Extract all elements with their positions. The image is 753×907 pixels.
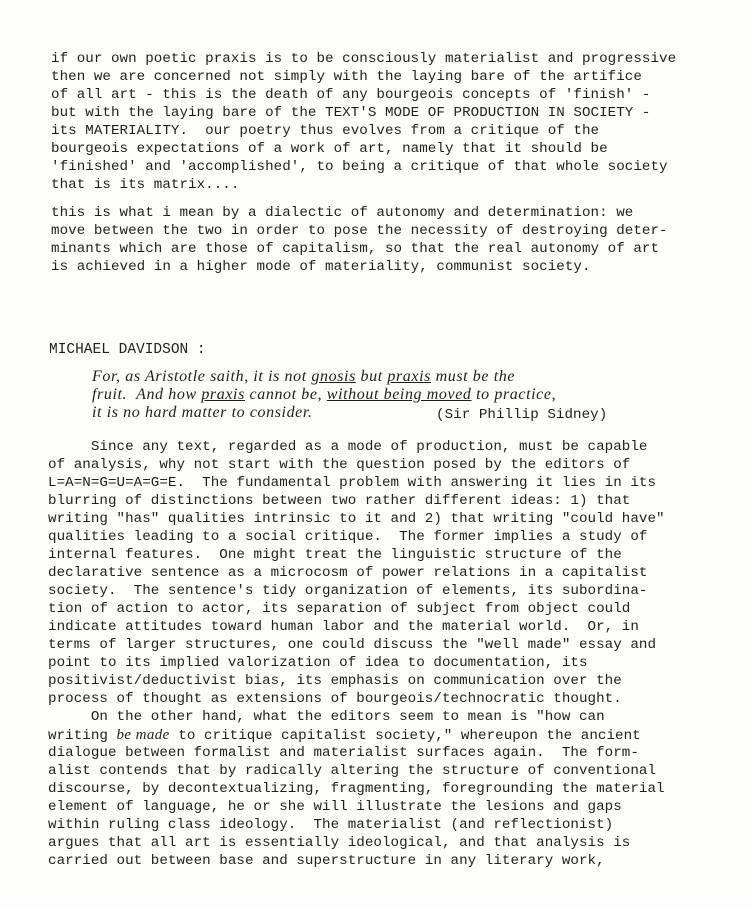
text-line: then we are concerned not simply with the laying bare of the artifice: [51, 69, 642, 85]
text-line: [48, 726, 641, 745]
text-span: to critique capitalist society," whereupon the ancient: [169, 728, 641, 744]
text-line: 'finished' and 'accomplished', to being a critique of that whole society: [51, 159, 668, 175]
epigraph-text: cannot be,: [244, 386, 327, 403]
epigraph-text: must be the: [430, 368, 516, 385]
text-line: within ruling class ideology. The materialist (and reflectionist): [48, 817, 614, 833]
epigraph-underlined: praxis: [201, 386, 245, 403]
text-line: if our own poetic praxis is to be consciously materialist and progressive: [51, 51, 677, 67]
epigraph-line: [92, 386, 556, 404]
text-line: that is its matrix....: [51, 177, 240, 193]
text-line: of analysis, why not start with the question posed by the editors of: [48, 457, 631, 473]
text-line: writing "has" qualities intrinsic to it and 2) that writing "could have": [48, 511, 665, 527]
text-line: blurring of distinctions between two rather different ideas: 1) that: [48, 493, 631, 509]
text-line: L=A=N=G=U=A=G=E. The fundamental problem with answering it lies in its: [48, 475, 657, 491]
text-line: alist contends that by radically altering the structure of conventional: [48, 763, 657, 779]
text-line: bourgeois expectations of a work of art, namely that it should be: [51, 141, 608, 157]
text-line: is achieved in a higher mode of materiality, communist society.: [51, 259, 591, 275]
text-line: indicate attitudes toward human labor and the material world. Or, in: [48, 619, 639, 635]
epigraph-underlined: praxis: [387, 368, 431, 385]
text-line: qualities leading to a social critique. The former implies a study of: [48, 529, 648, 545]
text-line: society. The sentence's tidy organization of elements, its subordina-: [48, 583, 648, 599]
text-line: element of language, he or she will illustrate the lesions and gaps: [48, 799, 622, 815]
text-line: internal features. One might treat the linguistic structure of the: [48, 547, 622, 563]
text-span: writing: [48, 728, 117, 744]
epigraph-text: it is no hard matter to consider.: [92, 404, 313, 421]
epigraph-text: to practice,: [471, 386, 557, 403]
epigraph-text: For, as Aristotle saith, it is not: [92, 368, 312, 385]
text-line: point to its implied valorization of idea to documentation, its: [48, 655, 588, 671]
text-line: argues that all art is essentially ideological, and that analysis is: [48, 835, 631, 851]
epigraph-underlined: without being moved: [326, 386, 472, 403]
text-line: positivist/deductivist bias, its emphasis on communication over the: [48, 673, 622, 689]
text-line: process of thought as extensions of bourgeois/technocratic thought.: [48, 691, 622, 707]
epigraph-line: [92, 404, 313, 422]
text-line: discourse, by decontextualizing, fragmenting, foregrounding the material: [48, 781, 665, 797]
epigraph-line: [92, 368, 515, 386]
text-line: Since any text, regarded as a mode of production, must be capable: [48, 439, 648, 455]
text-line: On the other hand, what the editors seem to mean is "how can: [48, 709, 605, 725]
section-heading: MICHAEL DAVIDSON :: [49, 342, 206, 358]
text-line: declarative sentence as a microcosm of power relations in a capitalist: [48, 565, 648, 581]
text-line: but with the laying bare of the TEXT'S MODE OF PRODUCTION IN SOCIETY -: [51, 105, 651, 121]
epigraph-text: fruit. And how: [92, 386, 202, 403]
text-line: its MATERIALITY. our poetry thus evolves from a critique of the: [51, 123, 600, 139]
text-line: this is what i mean by a dialectic of autonomy and determination: we: [51, 205, 634, 221]
text-line: carried out between base and superstructure in any literary work,: [48, 853, 605, 869]
epigraph-underlined: gnosis: [311, 368, 356, 385]
epigraph-text: but: [355, 368, 388, 385]
text-line: move between the two in order to pose the necessity of destroying deter-: [51, 223, 668, 239]
text-line: of all art - this is the death of any bourgeois concepts of 'finish' -: [51, 87, 651, 103]
text-line: minants which are those of capitalism, so that the real autonomy of art: [51, 241, 660, 257]
epigraph-attribution: (Sir Phillip Sidney): [436, 407, 608, 423]
italic-phrase: be made: [116, 727, 170, 743]
text-line: terms of larger structures, one could discuss the "well made" essay and: [48, 637, 657, 653]
text-line: tion of action to actor, its separation of subject from object could: [48, 601, 631, 617]
text-line: dialogue between formalist and materialist surfaces again. The form-: [48, 745, 639, 761]
